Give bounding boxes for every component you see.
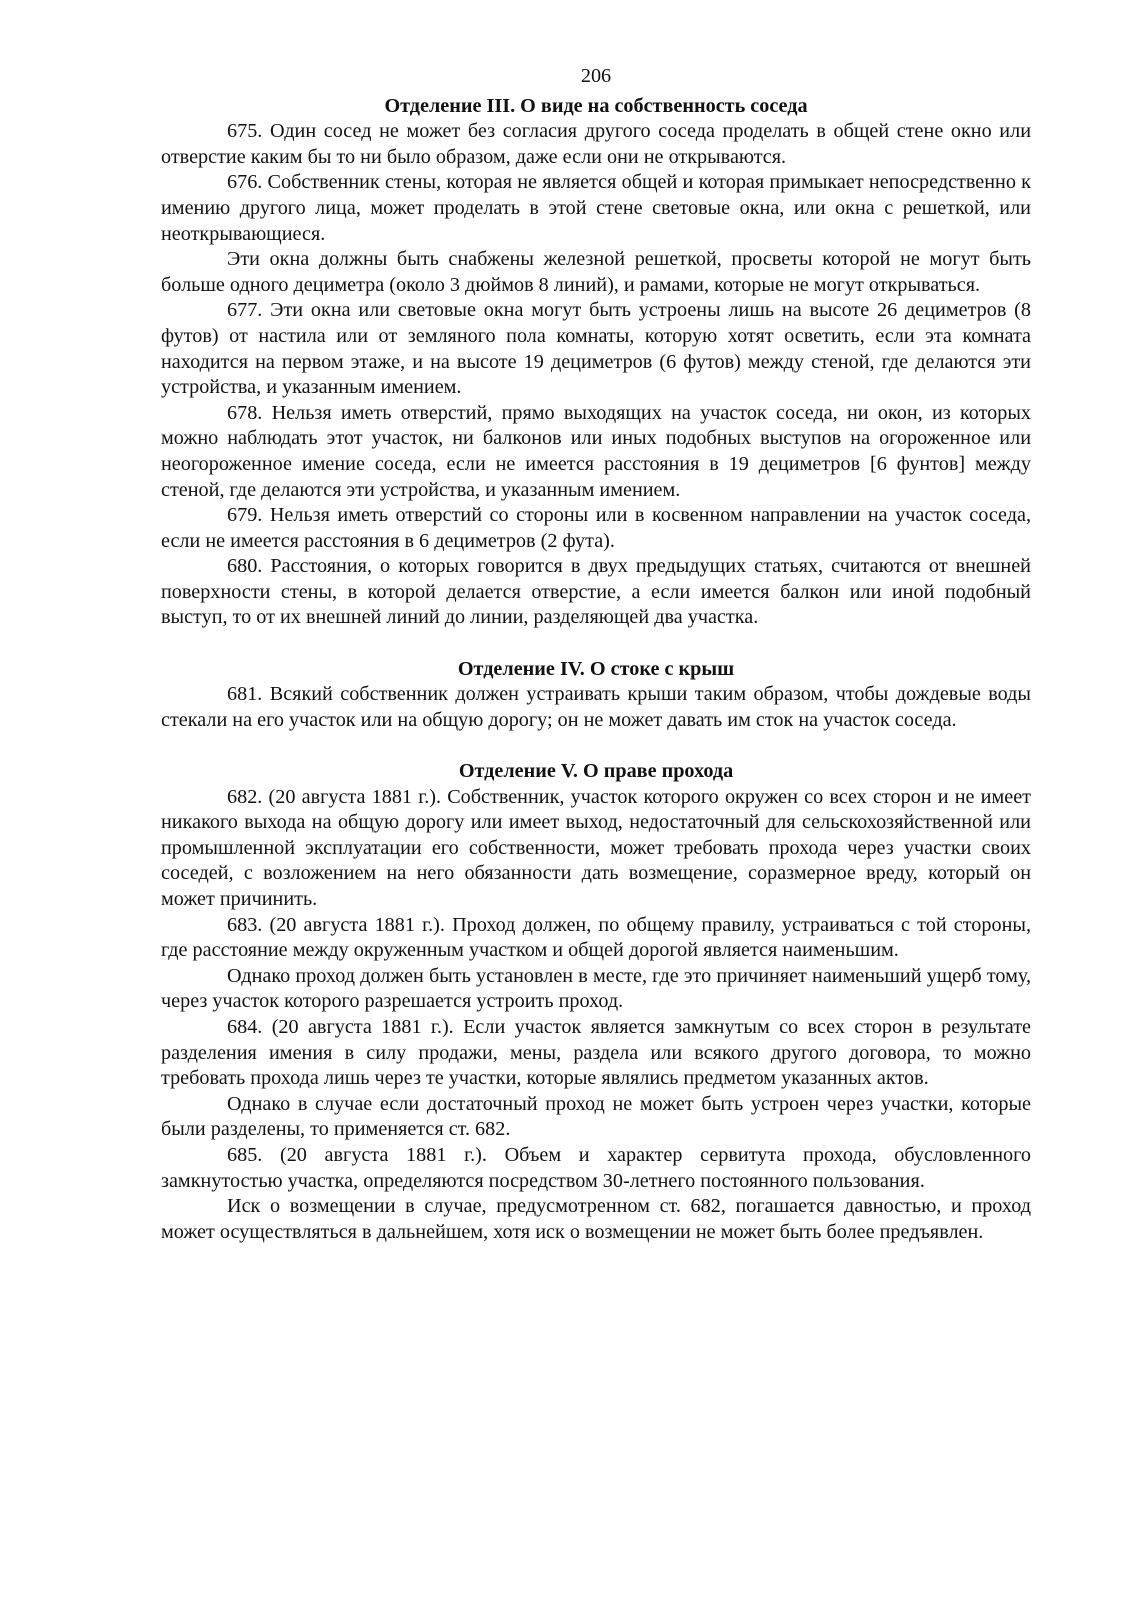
section-heading: Отделение III. О виде на собственность соседа — [384, 94, 808, 117]
paragraph-676-continued: Эти окна должны быть снабжены железной решеткой, просветы которой не могут быть больше одного дециметра (около 3 дюймов 8 линий), и рамами, которые не могут открываться. — [161, 248, 1031, 296]
paragraph-683-continued: Однако проход должен быть установлен в месте, где это причиняет наименьший ущерб тому, через участок которого разрешается устроить проход. — [161, 964, 1031, 1013]
paragraph-675: 675. Один сосед не может без согласия другого соседа проделать в общей стене окно или отверстие каким бы то ни было образом, даже если они не открываются. — [161, 120, 1031, 168]
paragraph-685: 685. (20 августа 1881 г.). Объем и характер сервитута прохода, обусловленного замкнутостью участка, определяются посредством 30-летнего постоянного пользования. — [161, 1143, 1031, 1192]
section-5 — [161, 759, 1031, 1245]
paragraph-676: 676. Собственник стены, которая не является общей и которая примыкает непосредственно к имению другого лица, может проделать в этой стене световые окна, или окна с решеткой, или неоткрывающиеся. — [161, 171, 1031, 245]
page-number: 206 — [580, 65, 612, 87]
paragraph-677: 677. Эти окна или световые окна могут быть устроены лишь на высоте 26 дециметров (8 футов) от настила или от земляного пола комнаты, которую хотят осветить, если эта комната находится на первом этаже, и на высоте 19 дециметров (6 футов) между стеной, где делаются эти устройства, и указанным имением. — [161, 299, 1031, 399]
paragraph-683: 683. (20 августа 1881 г.). Проход должен, по общему правилу, устраиваться с той стороны, где расстояние между окруженным участком и общей дорогой является наименьшим. — [161, 913, 1031, 962]
section-4 — [161, 657, 1031, 734]
paragraph-684: 684. (20 августа 1881 г.). Если участок является замкнутым со всех сторон в результате разделения имения в силу продажи, мены, раздела или всякого другого договора, то можно требовать прохода лишь через те участки, которые являлись предметом указанных актов. — [161, 1015, 1031, 1090]
paragraph-680: 680. Расстояния, о которых говорится в двух предыдущих статьях, считаются от внешней поверхности стены, в которой делается отверстие, а если имеется балкон или иной подобный выступ, то от их внешней линий до линии, разделяющей два участка. — [161, 555, 1031, 629]
paragraph-681: 681. Всякий собственник должен устраивать крыши таким образом, чтобы дождевые воды стекали на его участок или на общую дорогу; он не может давать им сток на участок соседа. — [161, 683, 1031, 731]
section-heading: Отделение V. О праве прохода — [458, 760, 734, 783]
paragraph-684-continued: Однако в случае если достаточный проход не может быть устроен через участки, которые были разделены, то применяется ст. 682. — [161, 1092, 1031, 1141]
paragraph-679: 679. Нельзя иметь отверстий со стороны или в косвенном направлении на участок соседа, если не имеется расстояния в 6 дециметров (2 фута). — [161, 504, 1031, 552]
paragraph-678: 678. Нельзя иметь отверстий, прямо выходящих на участок соседа, ни окон, из которых можно наблюдать этот участок, ни балконов или иных подобных выступов на огороженное или неогороженное имение соседа, если не имеется расстояния в 19 дециметров [6 фунтов] между стеной, где делаются эти устройства, и указанным имением. — [161, 401, 1031, 501]
paragraph-685-continued: Иск о возмещении в случае, предусмотренном ст. 682, погашается давностью, и проход может осуществляться в дальнейшем, хотя иск о возмещении не может быть более предъявлен. — [161, 1195, 1031, 1243]
paragraph-682: 682. (20 августа 1881 г.). Собственник, участок которого окружен со всех сторон и не имеет никакого выхода на общую дорогу или имеет выход, недостаточный для сельскохозяйственной или промышленной эксплуатации его собственности, может требовать прохода через участки своих соседей, с возложением на него обязанности дать возмещение, соразмерное вреду, который он может причинить. — [161, 785, 1031, 910]
document-page — [161, 64, 1031, 1245]
section-heading: Отделение IV. О стоке с крыш — [457, 657, 735, 680]
section-3 — [161, 94, 1031, 631]
